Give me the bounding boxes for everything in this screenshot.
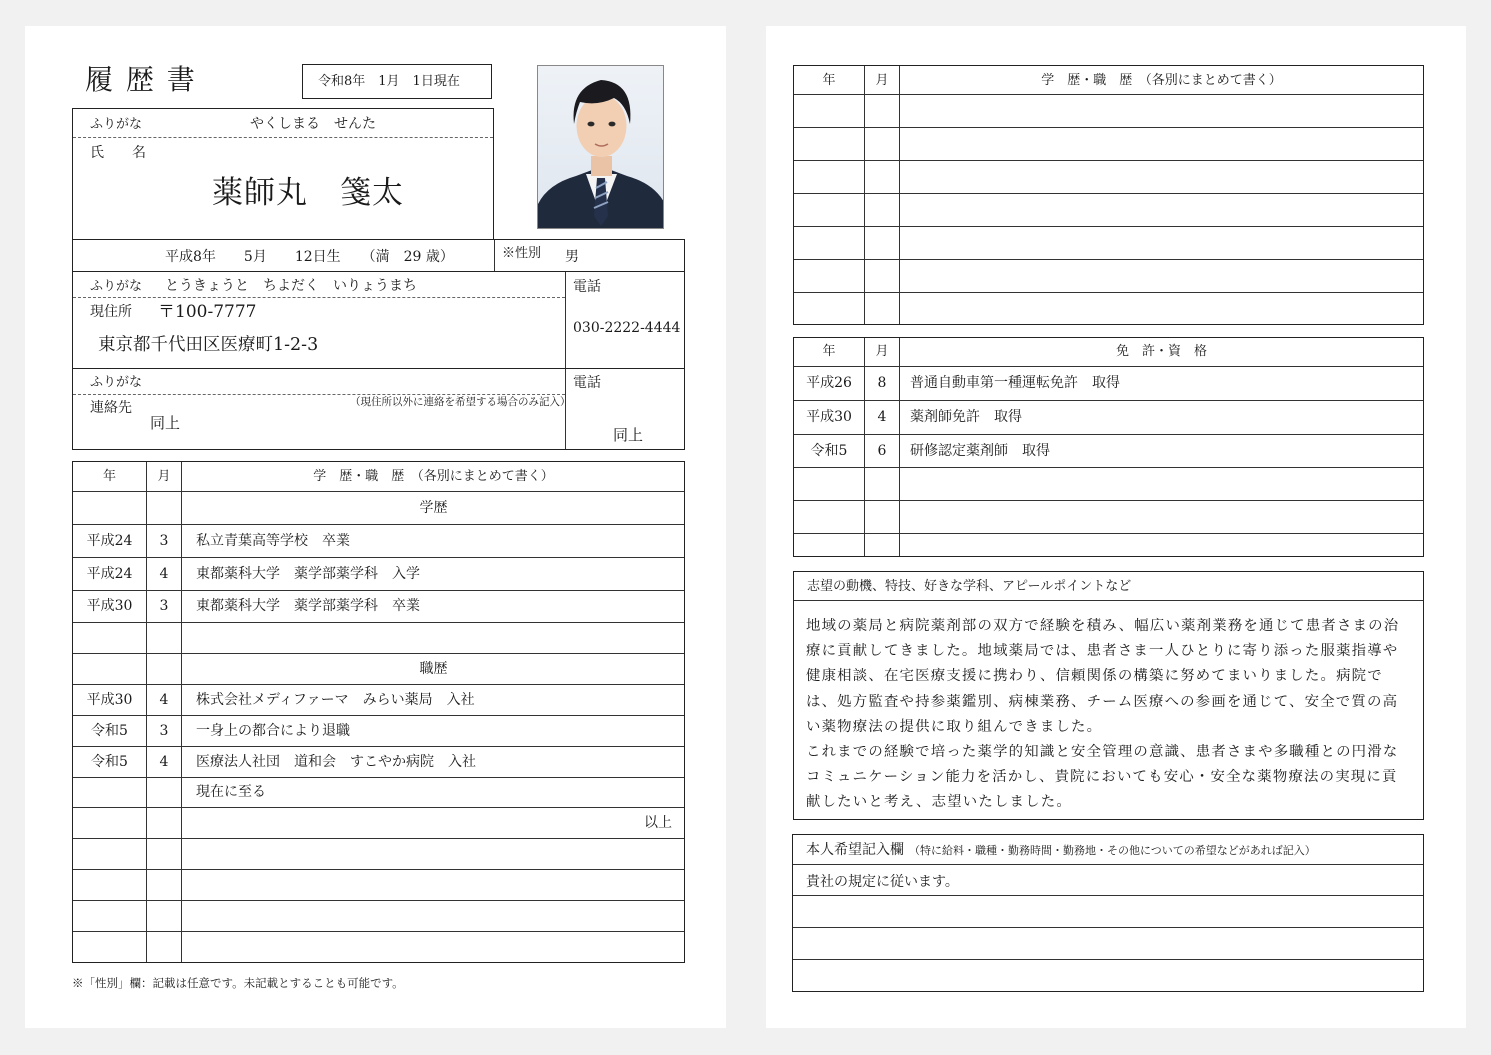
history-row-year: 平成24 — [86, 533, 133, 549]
history-row-year: 令和5 — [91, 723, 128, 739]
license-row-year: 平成26 — [806, 375, 852, 391]
wishes-text: 貴社の規定に従います。 — [806, 874, 959, 890]
history-row-content: 株式会社メディファーマ みらい薬局 入社 — [196, 692, 475, 708]
motivation-title: 志望の動機、特技、好きな学科、アピールポイントなど — [807, 579, 1132, 594]
history-row-month: 4 — [159, 754, 169, 770]
address-label: 現住所 — [90, 304, 132, 320]
address-furigana: とうきょうと ちよだく いりょうまち — [165, 278, 417, 294]
wishes-note: （特に給料・職種・勤務時間・勤務地・その他についての希望などがあれば記入） — [909, 844, 1316, 857]
history-row-content: 医療法人社団 道和会 すこやか病院 入社 — [196, 754, 476, 770]
license-row-year: 令和5 — [810, 443, 848, 459]
history-row-month: 3 — [159, 723, 169, 739]
motivation-text — [806, 614, 1406, 816]
license-row-month: 8 — [877, 375, 887, 391]
applicant-photo — [537, 65, 664, 229]
license-header-content: 免 許・資 格 — [1115, 344, 1207, 359]
resume-title: 履 歴 書 — [85, 63, 197, 96]
postal-code: 〒100-7777 — [158, 302, 257, 322]
contact-value: 同上 — [150, 414, 181, 432]
sex-value: 男 — [565, 249, 579, 265]
person-photo-icon — [538, 66, 664, 229]
history-row-month: 4 — [159, 566, 169, 582]
history-row-month: 3 — [159, 598, 169, 614]
motivation-paragraph: 地域の薬局と病院薬剤部の双方で経験を積み、幅広い薬剤業務を通じて患者さまの治療に貢献してきました。地域薬局では、患者さま一人ひとりに寄り添った服薬指導や健康相談、在宅医療支援に携わり、信頼関係の構築に努めてまいりました。病院では、処方監査や持参薬鑑別、病棟業務、チーム医療への参画を通じて、安全で質の高い薬物療法の提供に取り組んできました。 — [806, 618, 1400, 735]
license-row-year: 平成30 — [806, 409, 852, 425]
history2-header-month: 月 — [875, 73, 889, 88]
history-header-content: 学 歴・職 歴 （各別にまとめて書く） — [313, 469, 554, 484]
license-header-year: 年 — [822, 344, 836, 359]
name-label: 氏 名 — [90, 145, 146, 161]
history-row-year: 平成30 — [86, 598, 133, 614]
contact-note: （現住所以外に連絡を希望する場合のみ記入） — [350, 396, 571, 408]
license-header-month: 月 — [875, 344, 889, 359]
history-row-month: 3 — [159, 533, 169, 549]
birth-date: 平成8年 5月 12日生 （満 29 歳） — [165, 249, 454, 265]
history-table-continued — [793, 65, 1424, 325]
phone-label: 電話 — [573, 279, 601, 295]
history-row-content: 以上 — [644, 815, 672, 831]
license-row-month: 6 — [877, 443, 887, 459]
date-as-of: 令和8年 1月 1日現在 — [318, 74, 460, 89]
address-furigana-label: ふりがな — [90, 279, 143, 294]
history-row-content: 東都薬科大学 薬学部薬学科 卒業 — [196, 598, 420, 614]
contact-label: 連絡先 — [90, 400, 132, 416]
license-row-month: 4 — [877, 409, 887, 425]
contact-phone-value: 同上 — [613, 426, 644, 444]
history2-header-content: 学 歴・職 歴 （各別にまとめて書く） — [1041, 73, 1282, 88]
history-row-year: 令和5 — [91, 754, 128, 770]
history-row-content: 現在に至る — [196, 784, 266, 800]
history-row-content: 東都薬科大学 薬学部薬学科 入学 — [196, 566, 420, 582]
history-row-year: 平成24 — [86, 566, 133, 582]
applicant-name: 薬師丸 箋太 — [212, 175, 404, 211]
history-row-year: 平成30 — [86, 692, 133, 708]
history-header-month: 月 — [157, 469, 171, 484]
wishes-title: 本人希望記入欄 — [806, 842, 904, 858]
history2-header-year: 年 — [822, 73, 836, 88]
motivation-paragraph: これまでの経験で培った薬学的知識と安全管理の意識、患者さまや多職種との円滑なコミュニケーション能力を活かし、貴院においても安心・安全な薬物療法の実現に貢献したいと考え、志望いたしました。 — [806, 744, 1399, 811]
footnote: ※「性別」欄：記載は任意です。未記載とすることも可能です。 — [72, 976, 404, 990]
name-furigana: やくしまる せんた — [250, 116, 376, 132]
history-section-heading: 職歴 — [419, 661, 448, 677]
contact-furigana-label: ふりがな — [90, 375, 143, 390]
address-line: 東京都千代田区医療町1-2-3 — [98, 335, 319, 355]
license-row-content: 薬剤師免許 取得 — [910, 409, 1022, 425]
history-section-heading: 学歴 — [419, 500, 448, 516]
history-header-year: 年 — [102, 469, 116, 484]
contact-phone-label: 電話 — [573, 375, 601, 391]
license-row-content: 研修認定薬剤師 取得 — [910, 443, 1050, 459]
name-furigana-label: ふりがな — [90, 117, 143, 132]
history-row-month: 4 — [159, 692, 169, 708]
license-row-content: 普通自動車第一種運転免許 取得 — [910, 375, 1120, 391]
sex-label: ※性別 — [502, 246, 542, 261]
history-row-content: 私立青葉高等学校 卒業 — [196, 533, 350, 549]
phone-number: 030-2222-4444 — [573, 320, 681, 336]
history-row-content: 一身上の都合により退職 — [196, 723, 350, 739]
